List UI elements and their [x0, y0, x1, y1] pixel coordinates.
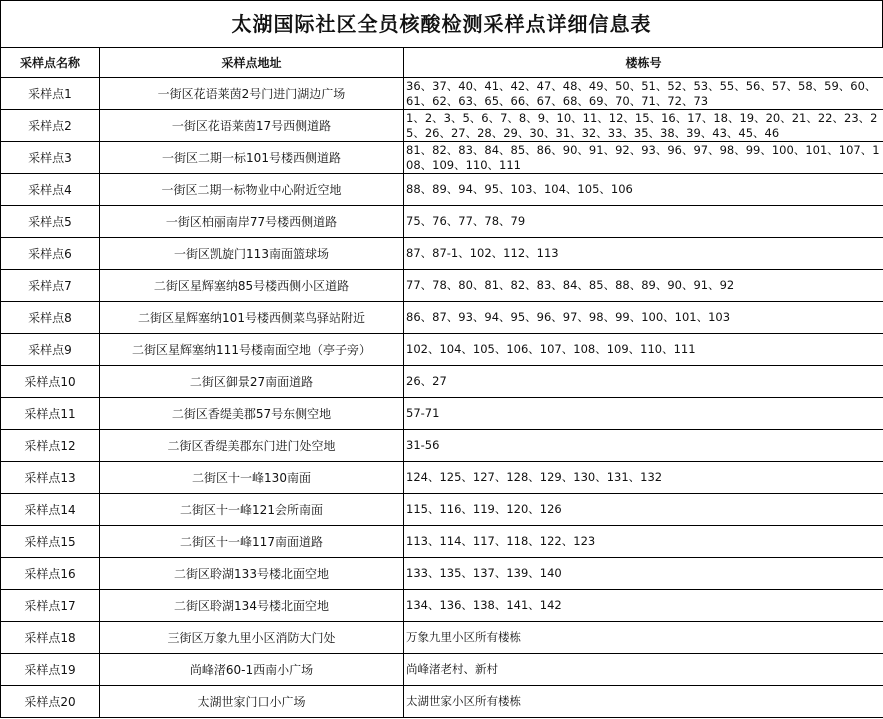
table-row: [1, 622, 883, 654]
sampling-point-address: 二街区聆湖133号楼北面空地: [100, 558, 404, 590]
sampling-point-name: 采样点6: [1, 238, 100, 270]
sampling-point-name: 采样点19: [1, 654, 100, 686]
table-row: [1, 142, 883, 174]
sampling-point-address: 一街区凯旋门113南面篮球场: [100, 238, 404, 270]
header-address: 采样点地址: [100, 48, 404, 78]
sampling-point-address: 二街区十一峰117南面道路: [100, 526, 404, 558]
table-row: [1, 526, 883, 558]
building-numbers: 36、37、40、41、42、47、48、49、50、51、52、53、55、56、57、58、59、60、61、62、63、65、66、67、68、69、70、71、72、73: [404, 78, 883, 110]
sampling-point-name: 采样点17: [1, 590, 100, 622]
building-numbers: 134、136、138、141、142: [404, 590, 883, 622]
table-row: [1, 430, 883, 462]
sampling-point-address: 三街区万象九里小区消防大门处: [100, 622, 404, 654]
table-row: [1, 174, 883, 206]
sampling-point-name: 采样点4: [1, 174, 100, 206]
sampling-point-name: 采样点20: [1, 686, 100, 718]
table-row: [1, 590, 883, 622]
table-row: [1, 78, 883, 110]
building-numbers: 113、114、117、118、122、123: [404, 526, 883, 558]
table-row: [1, 558, 883, 590]
sampling-point-name: 采样点14: [1, 494, 100, 526]
sampling-point-address: 二街区香缇美郡东门进门处空地: [100, 430, 404, 462]
sampling-point-address: 一街区二期一标101号楼西侧道路: [100, 142, 404, 174]
table-row: [1, 270, 883, 302]
sampling-point-address: 二街区香缇美郡57号东侧空地: [100, 398, 404, 430]
building-numbers: 万象九里小区所有楼栋: [404, 622, 883, 654]
building-numbers: 75、76、77、78、79: [404, 206, 883, 238]
building-numbers: 124、125、127、128、129、130、131、132: [404, 462, 883, 494]
sampling-point-name: 采样点10: [1, 366, 100, 398]
header-row: [1, 48, 883, 78]
building-numbers: 太湖世家小区所有楼栋: [404, 686, 883, 718]
sampling-point-address: 二街区聆湖134号楼北面空地: [100, 590, 404, 622]
sampling-point-name: 采样点15: [1, 526, 100, 558]
table-row: [1, 302, 883, 334]
table-row: [1, 686, 883, 718]
table-row: [1, 462, 883, 494]
sampling-point-name: 采样点9: [1, 334, 100, 366]
building-numbers: 87、87-1、102、112、113: [404, 238, 883, 270]
building-numbers: 26、27: [404, 366, 883, 398]
table-row: [1, 206, 883, 238]
sampling-point-address: 二街区星辉塞纳101号楼西侧菜鸟驿站附近: [100, 302, 404, 334]
sampling-point-name: 采样点7: [1, 270, 100, 302]
building-numbers: 1、2、3、5、6、7、8、9、10、11、12、15、16、17、18、19、20、21、22、23、25、26、27、28、29、30、31、32、33、35、38、39、43、45、46: [404, 110, 883, 142]
sampling-point-name: 采样点16: [1, 558, 100, 590]
sampling-point-name: 采样点12: [1, 430, 100, 462]
sampling-point-address: 一街区花语莱茵2号门进门湖边广场: [100, 78, 404, 110]
building-numbers: 77、78、80、81、82、83、84、85、88、89、90、91、92: [404, 270, 883, 302]
sheet-title: 太湖国际社区全员核酸检测采样点详细信息表: [0, 0, 883, 47]
sampling-point-address: 尚峰渚60-1西南小广场: [100, 654, 404, 686]
sampling-point-name: 采样点2: [1, 110, 100, 142]
table-row: [1, 398, 883, 430]
sampling-point-name: 采样点13: [1, 462, 100, 494]
sampling-point-address: 一街区二期一标物业中心附近空地: [100, 174, 404, 206]
sampling-point-address: 二街区星辉塞纳85号楼西侧小区道路: [100, 270, 404, 302]
building-numbers: 81、82、83、84、85、86、90、91、92、93、96、97、98、99、100、101、107、108、109、110、111: [404, 142, 883, 174]
table-row: [1, 110, 883, 142]
sampling-point-address: 二街区御景27南面道路: [100, 366, 404, 398]
sampling-point-name: 采样点18: [1, 622, 100, 654]
sampling-point-name: 采样点5: [1, 206, 100, 238]
sampling-point-address: 二街区星辉塞纳111号楼南面空地（亭子旁）: [100, 334, 404, 366]
sampling-point-name: 采样点11: [1, 398, 100, 430]
building-numbers: 88、89、94、95、103、104、105、106: [404, 174, 883, 206]
table-row: [1, 366, 883, 398]
sampling-point-name: 采样点8: [1, 302, 100, 334]
sampling-point-address: 一街区柏丽南岸77号楼西侧道路: [100, 206, 404, 238]
building-numbers: 31-56: [404, 430, 883, 462]
sampling-table: [0, 47, 883, 718]
sampling-point-address: 一街区花语莱茵17号西侧道路: [100, 110, 404, 142]
sampling-point-name: 采样点1: [1, 78, 100, 110]
sampling-point-address: 二街区十一峰121会所南面: [100, 494, 404, 526]
building-numbers: 115、116、119、120、126: [404, 494, 883, 526]
table-row: [1, 238, 883, 270]
table-row: [1, 494, 883, 526]
header-name: 采样点名称: [1, 48, 100, 78]
header-buildings: 楼栋号: [404, 48, 883, 78]
sampling-point-name: 采样点3: [1, 142, 100, 174]
building-numbers: 102、104、105、106、107、108、109、110、111: [404, 334, 883, 366]
sampling-point-address: 太湖世家门口小广场: [100, 686, 404, 718]
building-numbers: 133、135、137、139、140: [404, 558, 883, 590]
building-numbers: 57-71: [404, 398, 883, 430]
building-numbers: 尚峰渚老村、新村: [404, 654, 883, 686]
sampling-point-address: 二街区十一峰130南面: [100, 462, 404, 494]
table-row: [1, 334, 883, 366]
table-row: [1, 654, 883, 686]
building-numbers: 86、87、93、94、95、96、97、98、99、100、101、103: [404, 302, 883, 334]
